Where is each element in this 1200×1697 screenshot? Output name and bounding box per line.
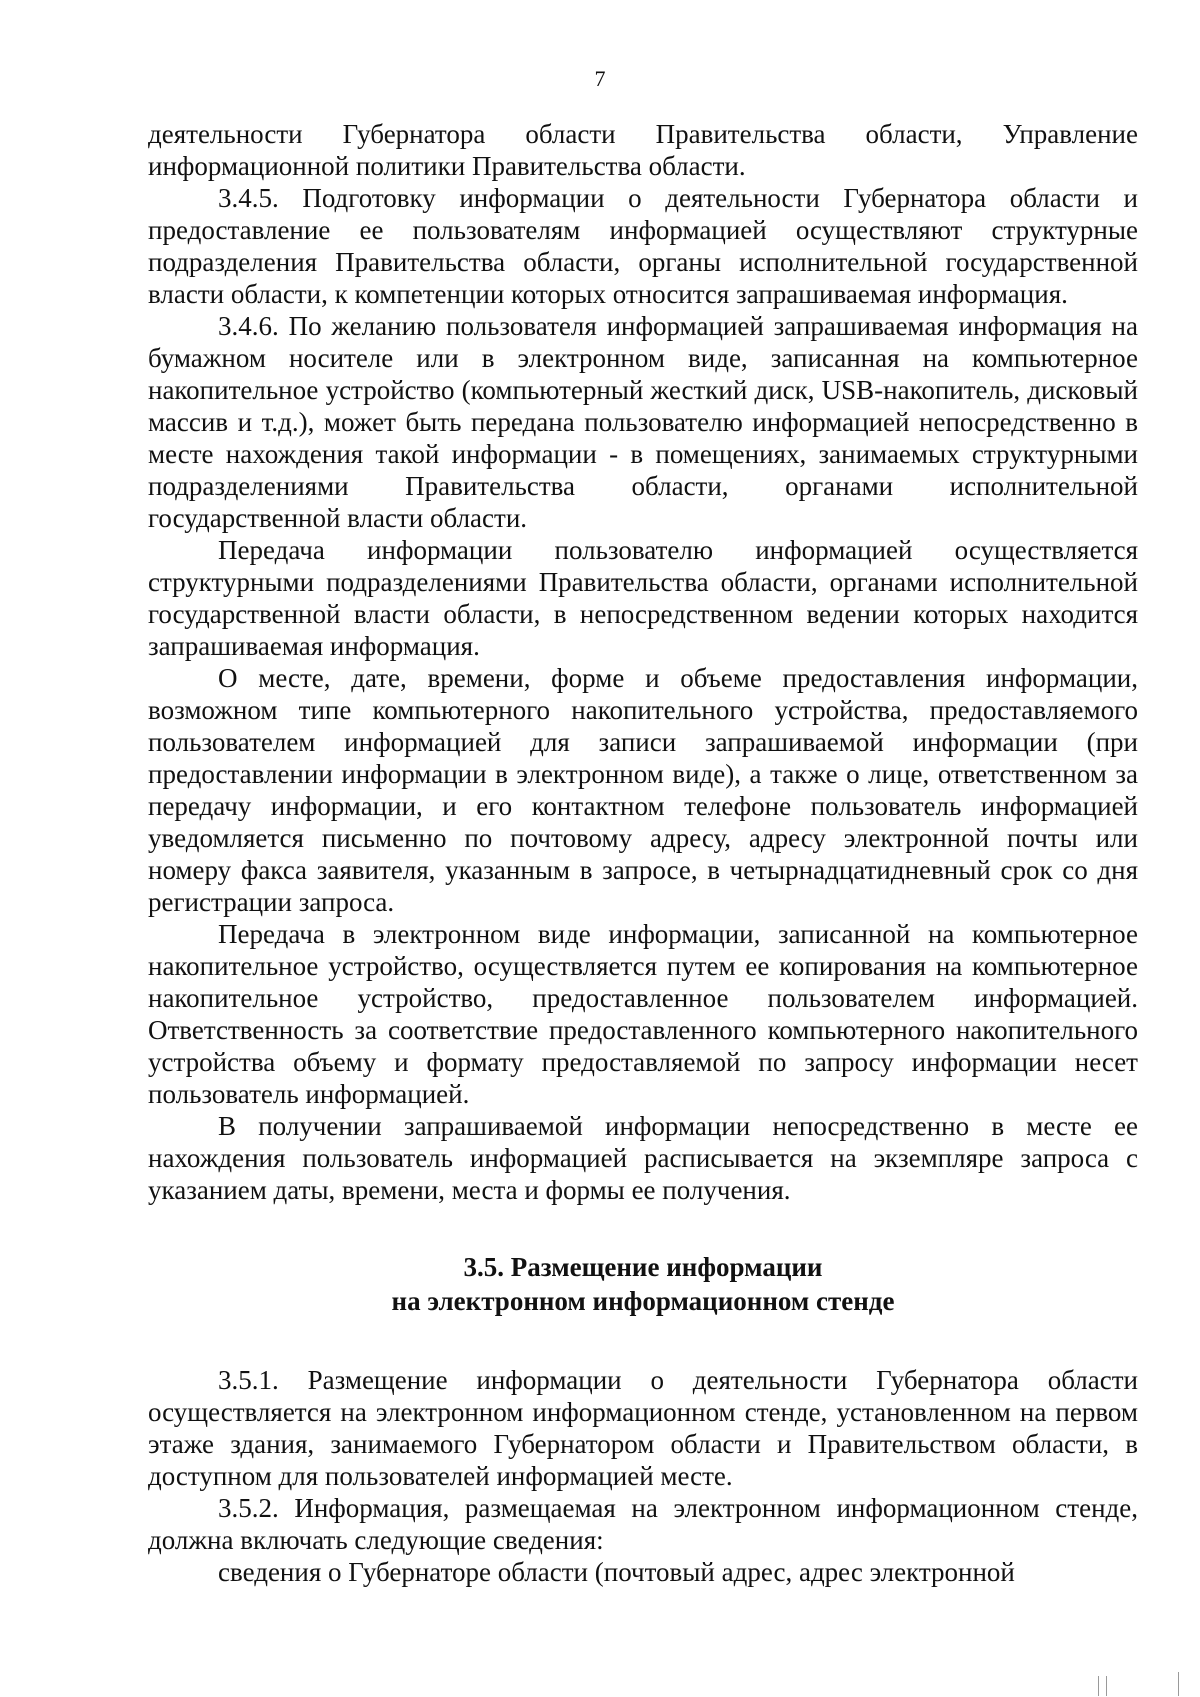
paragraph-3-4-6: 3.4.6. По желанию пользователя информацией запрашиваемая информация на бумажном носителе или в электронном виде, записанная на компьютерное накопительное устройство (компьютерный жесткий диск, USB-накопитель, дисковый массив и т.д.), может быть передана пользователю информацией непосредственно в месте нахождения такой информации - в помещениях, занимаемых структурными подразделениями Правительства области, органами исполнительной государственной власти области. [148,311,1138,533]
paragraph-3-5-2: 3.5.2. Информация, размещаемая на электронном информационном стенде, должна включать следующие сведения: [148,1493,1138,1555]
page-number: 7 [594,66,606,91]
paragraph-transfer-info: Передача информации пользователю информацией осуществляется структурными подразделениями Правительства области, органами исполнительной государственной власти области, в непосредственном ведении которых находится запрашиваемая информация. [148,535,1138,661]
paragraph-3-4-5: 3.4.5. Подготовку информации о деятельности Губернатора области и предоставление ее пользователям информацией осуществляют структурные подразделения Правительства области, органы исполнительной государственной власти области, к компетенции которых относится запрашиваемая информация. [148,183,1138,309]
section-heading [148,1250,1138,1318]
paragraph-notification: О месте, дате, времени, форме и объеме предоставления информации, возможном типе компьютерного накопительного устройства, предоставляемого пользователем информацией для записи запрашиваемой информации (при предоставлении информации в электронном виде), а также о лице, ответственном за передачу информации, и его контактном телефоне пользователь информацией уведомляется письменно по почтовому адресу, адресу электронной почты или номеру факса заявителя, указанным в запросе, в четырнадцатидневный срок со дня регистрации запроса. [148,663,1138,917]
paragraph-electronic-transfer: Передача в электронном виде информации, записанной на компьютерное накопительное устройство, осуществляется путем ее копирования на компьютерное накопительное устройство, предоставленное пользователем информацией. Ответственность за соответствие предоставленного компьютерного накопительного устройства объему и формату предоставляемой по запросу информации несет пользователь информацией. [148,919,1138,1109]
scan-mark-left [1098,1676,1099,1696]
section-heading-line-1: 3.5. Размещение информации [463,1252,823,1282]
paragraph-receipt-signature: В получении запрашиваемой информации непосредственно в месте ее нахождения пользователь информацией расписывается на экземпляре запроса с указанием даты, времени, места и формы ее получения. [148,1111,1138,1205]
scan-mark-right [1178,1672,1179,1696]
paragraph-continuation: деятельности Губернатора области Правительства области, Управление информационной политики Правительства области. [148,119,1138,181]
section-heading-line-2: на электронном информационном стенде [391,1286,895,1316]
paragraph-3-5-1: 3.5.1. Размещение информации о деятельности Губернатора области осуществляется на электронном информационном стенде, установленном на первом этаже здания, занимаемого Губернатором области и Правительством области, в доступном для пользователей информацией месте. [148,1365,1138,1491]
scan-mark-mid [1106,1676,1107,1696]
paragraph-governor-info: сведения о Губернаторе области (почтовый адрес, адрес электронной [218,1557,1015,1587]
document-body [148,118,1138,1588]
